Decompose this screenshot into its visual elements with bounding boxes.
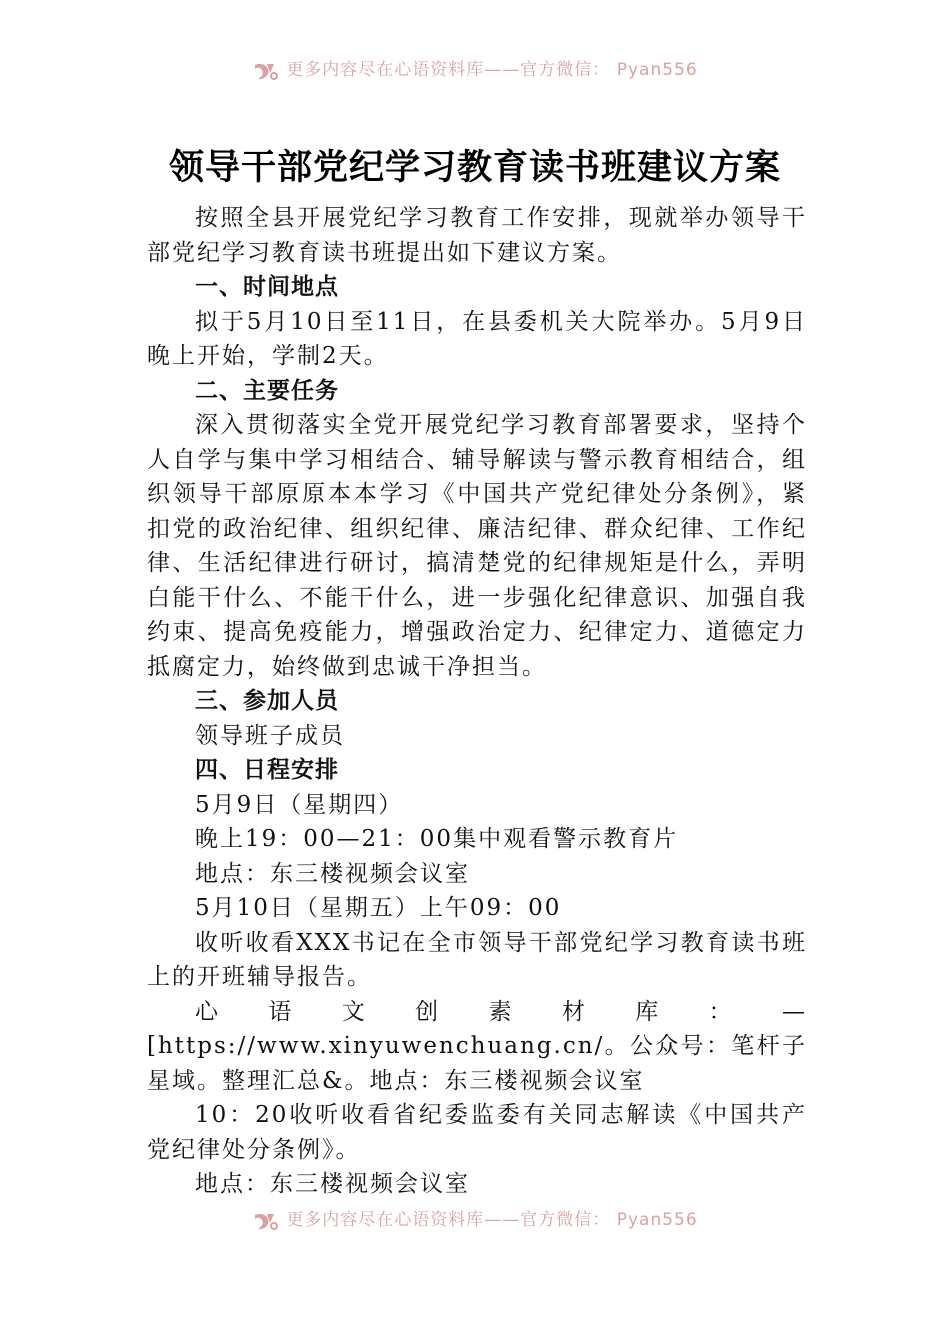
body-paragraph: 地点：东三楼视频会议室 [195, 860, 470, 887]
body-paragraph: 5月9日（星期四） [195, 791, 404, 818]
document-title: 领导干部党纪学习教育读书班建议方案 [168, 147, 781, 188]
body-paragraph: 晚上19：00—21：00集中观看警示教育片 [195, 826, 679, 852]
brand-logo-icon [252, 1211, 280, 1233]
document-body [147, 201, 807, 1202]
body-paragraph: 10：20收听收看省纪委监委有关同志解读《中国共产党纪律处分条例》。 [147, 1102, 807, 1163]
section-heading: 四、日程安排 [195, 757, 339, 783]
header-watermark [0, 58, 950, 86]
section-heading: 二、主要任务 [195, 377, 339, 404]
body-paragraph: 收听收看XXX书记在全市领导干部党纪学习教育读书班上的开班辅导报告。 [147, 929, 807, 990]
section-heading: 三、参加人员 [195, 688, 339, 714]
watermark-text: 更多内容尽在心语资料库——官方微信： Pyan556 [286, 59, 698, 80]
section-heading: 一、时间地点 [195, 274, 339, 300]
body-paragraph: 地点：东三楼视频会议室 [195, 1171, 470, 1197]
watermark-text: 更多内容尽在心语资料库——官方微信： Pyan556 [286, 1209, 698, 1230]
brand-logo-icon [252, 61, 280, 83]
body-paragraph: 心语文创素材库：—[https://www.xinyuwenchuang.cn/。公众号：笔杆子星域。整理汇总&。地点：东三楼视频会议室 [147, 998, 807, 1094]
footer-watermark [0, 1208, 950, 1236]
body-paragraph: 拟于5月10日至11日，在县委机关大院举办。5月9日晚上开始，学制2天。 [147, 308, 807, 369]
body-paragraph: 深入贯彻落实全党开展党纪学习教育部署要求，坚持个人自学与集中学习相结合、辅导解读与警示教育相结合，组织领导干部原原本本学习《中国共产党纪律处分条例》，紧扣党的政治纪律、组织纪律、廉洁纪律、群众纪律、工作纪律、生活纪律进行研讨，搞清楚党的纪律规矩是什么，弄明白能干什么、不能干什么，进一步强化纪律意识、加强自我约束、提高免疫能力，增强政治定力、纪律定力、道德定力抵腐定力，始终做到忠诚干净担当。 [147, 412, 807, 680]
body-paragraph: 5月10日（星期五）上午09：00 [195, 895, 562, 921]
body-paragraph: 领导班子成员 [195, 722, 345, 749]
body-paragraph: 按照全县开展党纪学习教育工作安排，现就举办领导干部党纪学习教育读书班提出如下建议方案。 [147, 205, 807, 266]
